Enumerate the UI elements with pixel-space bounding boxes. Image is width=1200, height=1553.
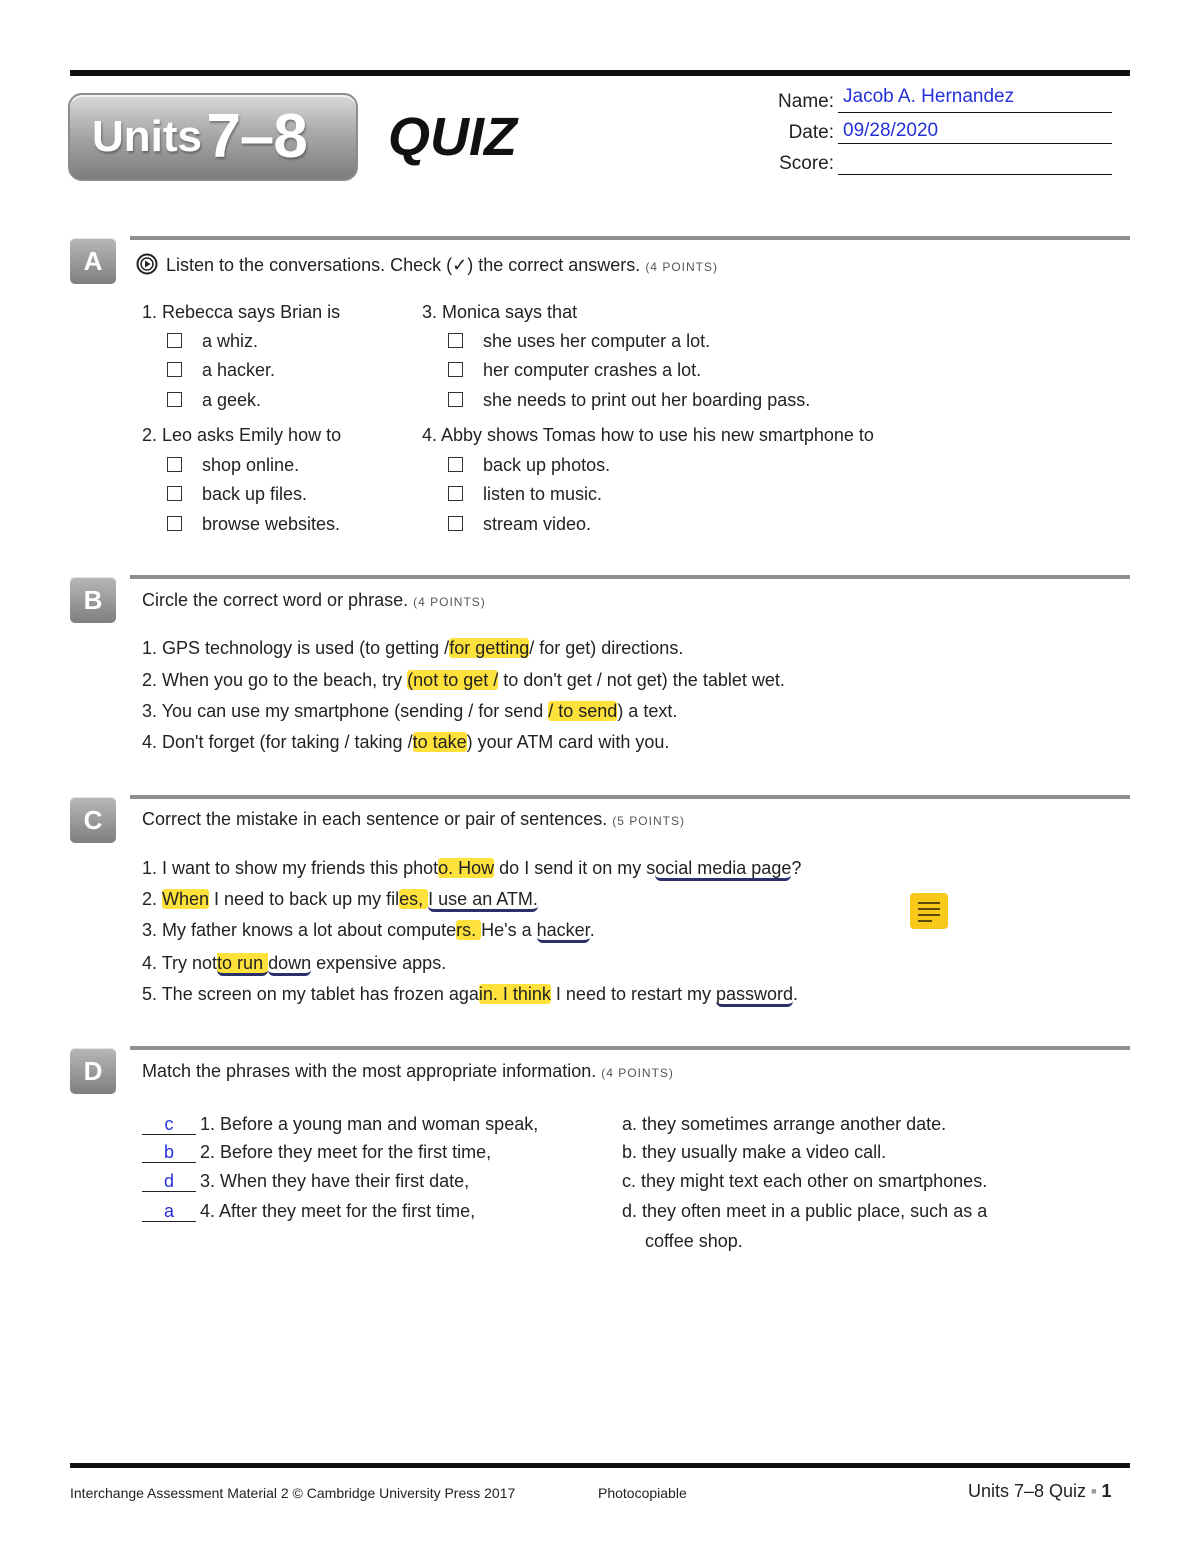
points-label: (4 POINTS) <box>645 260 718 274</box>
checkbox[interactable] <box>448 333 463 348</box>
name-label: Name: <box>778 91 834 112</box>
answer-option[interactable] <box>167 514 340 535</box>
section-a-instruction <box>136 253 718 276</box>
item-text: do I send it on my s <box>494 858 656 878</box>
item-text: 4. After they meet for the first time, <box>200 1201 476 1221</box>
answer-blank[interactable]: c <box>142 1114 196 1135</box>
item-text: . <box>589 920 595 940</box>
item-text: 1. I want to show my friends this phot <box>142 858 439 878</box>
note-icon[interactable] <box>910 893 948 929</box>
answer-blank[interactable]: d <box>142 1171 196 1192</box>
match-option: c. they might text each other on smartphones. <box>622 1171 988 1191</box>
item-text: I need to restart my <box>550 984 716 1004</box>
exercise-item <box>142 732 669 753</box>
points-label: (4 POINTS) <box>601 1066 674 1080</box>
exercise-item <box>142 701 677 722</box>
underlined-text[interactable]: down <box>268 953 311 976</box>
answer-option[interactable] <box>167 390 261 411</box>
option-label: shop online. <box>202 455 300 475</box>
highlighted-answer[interactable]: o. How <box>438 858 495 878</box>
option-label: she uses her computer a lot. <box>483 331 711 351</box>
section-a-tab: A <box>70 238 116 284</box>
date-line <box>838 143 1112 144</box>
highlighted-answer[interactable]: When <box>162 889 210 909</box>
answer-blank[interactable]: b <box>142 1142 196 1163</box>
units-range: 7–8 <box>206 102 307 171</box>
instruction-text: Listen to the conversations. Check (✓) the correct answers. <box>166 255 641 275</box>
answer-option[interactable] <box>167 360 275 381</box>
option-label: a geek. <box>202 390 262 410</box>
units-word: Units <box>92 112 202 161</box>
instruction-text: Match the phrases with the most appropriate information. <box>142 1061 597 1081</box>
item-text: expensive apps. <box>311 953 447 973</box>
answer-blank[interactable]: a <box>142 1201 196 1222</box>
match-option: b. they usually make a video call. <box>622 1142 887 1162</box>
section-d-rule <box>130 1046 1130 1050</box>
checkbox[interactable] <box>448 457 463 472</box>
item-text: . <box>793 984 799 1004</box>
footer-copyright: Interchange Assessment Material 2 © Cambridge University Press 2017 <box>70 1485 516 1501</box>
top-rule <box>70 70 1130 76</box>
question-stem: 2. Leo asks Emily how to <box>142 425 342 445</box>
date-field[interactable]: 09/28/2020 <box>843 120 939 141</box>
checkbox[interactable] <box>448 516 463 531</box>
option-label: back up photos. <box>483 455 611 475</box>
item-text: 2. <box>142 889 163 909</box>
item-text: 3. My father knows a lot about compute <box>142 920 457 940</box>
answer-option[interactable] <box>167 455 299 476</box>
score-label: Score: <box>779 153 834 174</box>
checkbox[interactable] <box>167 392 182 407</box>
exercise-item <box>142 984 798 1005</box>
checkbox[interactable] <box>448 392 463 407</box>
underlined-text[interactable]: password <box>716 984 793 1007</box>
page-title: QUIZ <box>388 107 517 167</box>
match-option: a. they sometimes arrange another date. <box>622 1114 947 1134</box>
exercise-item <box>142 920 595 941</box>
highlighted-answer[interactable]: to run <box>217 953 268 976</box>
option-label: stream video. <box>483 514 592 534</box>
match-item <box>142 1142 491 1163</box>
instruction-text: Circle the correct word or phrase. <box>142 590 409 610</box>
section-c-rule <box>130 795 1130 799</box>
answer-option[interactable] <box>448 514 591 535</box>
option-label: a hacker. <box>202 360 276 380</box>
section-c-tab: C <box>70 797 116 843</box>
option-label: listen to music. <box>483 484 603 504</box>
instruction-text: Correct the mistake in each sentence or pair of sentences. <box>142 809 608 829</box>
checkbox[interactable] <box>167 486 182 501</box>
item-text: ? <box>791 858 802 878</box>
match-option: d. they often meet in a public place, such as a <box>622 1201 988 1221</box>
answer-option[interactable] <box>448 331 710 352</box>
underlined-text[interactable]: hacker <box>537 920 590 943</box>
highlighted-answer[interactable]: for getting <box>449 638 530 658</box>
checkbox[interactable] <box>448 362 463 377</box>
item-text: / for get) directions. <box>529 638 684 658</box>
footer-page <box>968 1481 1112 1502</box>
highlighted-answer[interactable]: rs. <box>456 920 482 940</box>
highlighted-answer[interactable]: in. I think <box>478 984 551 1004</box>
highlighted-answer[interactable]: / to send <box>548 701 618 721</box>
checkbox[interactable] <box>167 333 182 348</box>
score-line <box>838 174 1112 175</box>
page-label: Units 7–8 Quiz <box>968 1481 1087 1501</box>
option-label: browse websites. <box>202 514 341 534</box>
match-option-continued: coffee shop. <box>645 1231 743 1251</box>
item-text: ) your ATM card with you. <box>466 732 670 752</box>
match-item <box>142 1171 469 1192</box>
question-stem: 1. Rebecca says Brian is <box>142 302 341 322</box>
exercise-item <box>142 953 446 974</box>
item-text: to don't get / not get) the tablet wet. <box>503 670 785 690</box>
checkbox[interactable] <box>167 457 182 472</box>
section-a-rule <box>130 236 1130 240</box>
question-stem: 3. Monica says that <box>422 302 578 322</box>
item-text: 1. Before a young man and woman speak, <box>200 1114 539 1134</box>
exercise-item <box>142 858 801 879</box>
underlined-text[interactable]: ocial media page <box>655 858 791 881</box>
footer-photocopiable: Photocopiable <box>598 1485 687 1501</box>
exercise-item <box>142 670 785 691</box>
item-text: ) a text. <box>617 701 678 721</box>
item-text: 5. The screen on my tablet has frozen aga <box>142 984 479 1004</box>
exercise-item <box>142 889 538 910</box>
points-label: (4 POINTS) <box>413 595 486 609</box>
exercise-item <box>142 638 683 659</box>
option-label: a whiz. <box>202 331 259 351</box>
checkbox[interactable] <box>167 362 182 377</box>
match-item <box>142 1201 475 1222</box>
section-b-tab: B <box>70 577 116 623</box>
section-c-instruction <box>142 809 685 830</box>
item-text: 1. GPS technology is used (to getting / <box>142 638 450 658</box>
item-text: 2. Before they meet for the first time, <box>200 1142 492 1162</box>
separator: ■ <box>1091 1486 1097 1496</box>
audio-icon[interactable] <box>136 253 158 275</box>
item-text: He's a <box>481 920 537 940</box>
points-label: (5 POINTS) <box>612 814 685 828</box>
units-badge <box>68 93 358 181</box>
answer-option[interactable] <box>448 360 701 381</box>
highlighted-answer[interactable]: es, <box>399 889 429 909</box>
checkbox[interactable] <box>448 486 463 501</box>
underlined-text[interactable]: I use an ATM. <box>428 889 538 912</box>
page-number: 1 <box>1101 1481 1112 1501</box>
name-field[interactable]: Jacob A. Hernandez <box>843 86 1015 107</box>
checkbox[interactable] <box>167 516 182 531</box>
item-text: 3. You can use my smartphone (sending / for send <box>142 701 544 721</box>
question-stem: 4. Abby shows Tomas how to use his new smartphone to <box>422 425 874 445</box>
section-d-tab: D <box>70 1048 116 1094</box>
section-b-rule <box>130 575 1130 579</box>
option-label: her computer crashes a lot. <box>483 360 702 380</box>
item-text: 4. Try not <box>142 953 218 973</box>
section-b-instruction <box>142 590 486 611</box>
item-text: 4. Don't forget (for taking / taking / <box>142 732 413 752</box>
item-text: 3. When they have their first date, <box>200 1171 470 1191</box>
answer-option[interactable] <box>448 390 810 411</box>
item-text: 2. When you go to the beach, try <box>142 670 403 690</box>
bottom-rule <box>70 1463 1130 1468</box>
highlighted-answer[interactable]: (not to get / <box>407 670 499 690</box>
highlighted-answer[interactable]: to take <box>412 732 467 752</box>
item-text: I need to back up my fil <box>209 889 400 909</box>
match-item <box>142 1114 538 1135</box>
name-line <box>838 112 1112 113</box>
answer-option[interactable] <box>167 331 258 352</box>
section-d-instruction <box>142 1061 674 1082</box>
option-label: back up files. <box>202 484 308 504</box>
option-label: she needs to print out her boarding pass. <box>483 390 811 410</box>
answer-option[interactable] <box>448 455 610 476</box>
date-label: Date: <box>788 122 834 143</box>
answer-option[interactable] <box>167 484 307 505</box>
answer-option[interactable] <box>448 484 602 505</box>
